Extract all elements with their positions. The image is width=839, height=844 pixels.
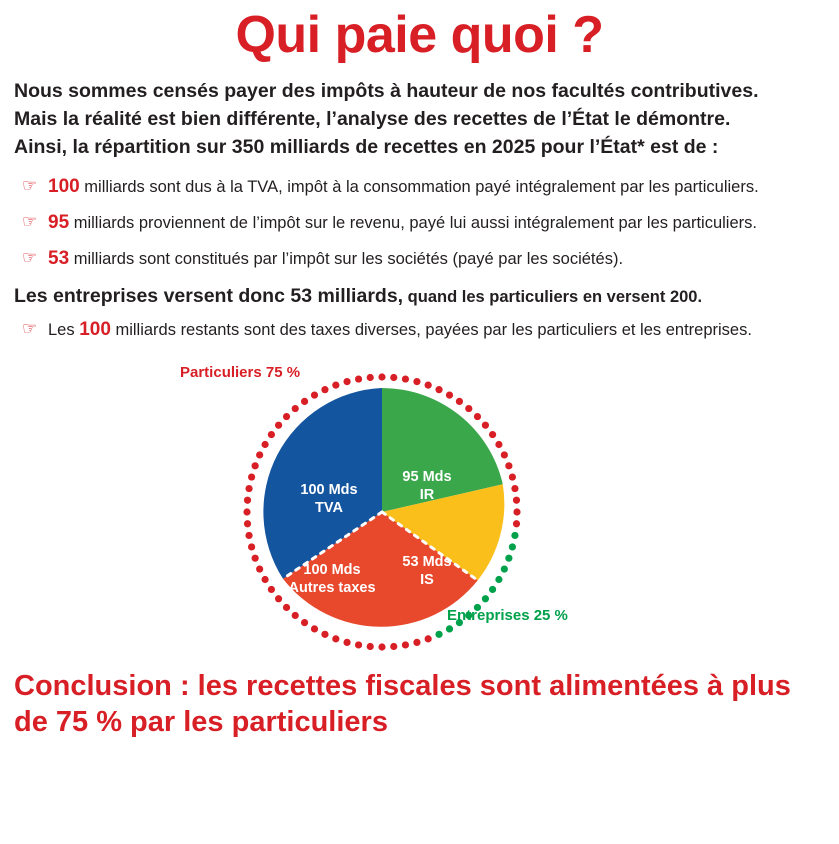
ring-dot-particuliers: [343, 378, 350, 385]
ring-dot-particuliers: [275, 422, 282, 429]
ring-dot-particuliers: [511, 485, 518, 492]
ring-dot-particuliers: [489, 431, 496, 438]
bullet-body: milliards proviennent de l’impôt sur le revenu, payé lui aussi intégralement par les particuliers.: [69, 214, 757, 233]
slice-name-tva: TVA: [315, 499, 343, 516]
ring-dot-particuliers: [332, 635, 339, 642]
bullet-amount: 53: [48, 247, 70, 269]
intro-paragraph: [14, 77, 825, 162]
slice-label-autres: [277, 562, 387, 597]
ring-dot-particuliers: [513, 497, 520, 504]
bullet-body: milliards sont constitués par l’impôt sur les sociétés (payé par les sociétés).: [69, 249, 624, 268]
ring-dot-particuliers: [474, 413, 481, 420]
ring-dot-particuliers: [321, 386, 328, 393]
list-item: [22, 211, 825, 236]
ring-dot-particuliers: [245, 485, 252, 492]
ring-dot-entreprises: [509, 543, 516, 550]
ring-dot-particuliers: [245, 532, 252, 539]
slice-name-is: IS: [420, 571, 434, 588]
ring-dot-particuliers: [268, 431, 275, 438]
slice-name-autres: Autres taxes: [288, 579, 376, 596]
list-item: [22, 175, 825, 200]
slice-label-is: [387, 554, 467, 589]
ring-dot-particuliers: [465, 405, 472, 412]
ring-dot-particuliers: [367, 643, 374, 650]
legend-entreprises: Entreprises 25 %: [447, 607, 568, 625]
ring-dot-particuliers: [513, 520, 520, 527]
slice-amount-is: 53 Mds: [402, 554, 452, 571]
conclusion-text: Conclusion : les recettes fiscales sont alimentées à plus de 75 % par les particuliers: [14, 670, 791, 739]
ring-dot-entreprises: [489, 586, 496, 593]
ring-dot-particuliers: [283, 413, 290, 420]
ring-dot-particuliers: [292, 612, 299, 619]
ring-dot-particuliers: [321, 631, 328, 638]
intro-line-3: Ainsi, la répartition sur 350 milliards de recettes en 2025 pour l’État* est de :: [14, 136, 719, 159]
bullet-amount: 100: [48, 176, 80, 198]
ring-dot-particuliers: [509, 474, 516, 481]
ring-dot-particuliers: [256, 451, 263, 458]
bullet-text: [48, 247, 825, 272]
slice-amount-ir: 95 Mds: [402, 469, 452, 486]
ring-dot-particuliers: [261, 576, 268, 583]
ring-dot-particuliers: [355, 376, 362, 383]
intro-line-1: Nous sommes censés payer des impôts à hauteur de nos facultés contributives.: [14, 79, 759, 102]
ring-dot-particuliers: [244, 497, 251, 504]
ring-dot-particuliers: [425, 382, 432, 389]
ring-dot-entreprises: [501, 566, 508, 573]
ring-dot-particuliers: [482, 422, 489, 429]
ring-dot-entreprises: [495, 576, 502, 583]
ring-dot-particuliers: [256, 566, 263, 573]
ring-dot-particuliers: [402, 376, 409, 383]
ring-dot-particuliers: [283, 604, 290, 611]
ring-dot-particuliers: [252, 555, 259, 562]
ring-dot-particuliers: [311, 625, 318, 632]
legend-particuliers: Particuliers 75 %: [180, 364, 301, 382]
ring-dot-particuliers: [301, 398, 308, 405]
bullet-text: [48, 318, 825, 343]
ring-dot-entreprises: [446, 625, 453, 632]
ring-dot-particuliers: [355, 641, 362, 648]
pointing-hand-icon: ☞: [22, 176, 38, 196]
last-bullet-after: milliards restants sont des taxes diverses, payées par les particuliers et les entreprises.: [110, 321, 752, 340]
ring-dot-particuliers: [243, 509, 250, 516]
pointing-hand-icon: ☞: [22, 212, 38, 232]
ring-dot-entreprises: [511, 532, 518, 539]
ring-dot-particuliers: [378, 644, 385, 651]
ring-dot-entreprises: [435, 631, 442, 638]
slice-name-ir: IR: [419, 486, 435, 503]
ring-dot-particuliers: [261, 441, 268, 448]
ring-dot-particuliers: [292, 405, 299, 412]
bullet-list: [22, 175, 825, 271]
ring-dot-particuliers: [446, 392, 453, 399]
ring-dot-particuliers: [456, 398, 463, 405]
list-item: [22, 247, 825, 272]
ring-dot-particuliers: [268, 586, 275, 593]
ring-dot-particuliers: [505, 462, 512, 469]
slice-label-tva: [284, 482, 374, 517]
ring-dot-particuliers: [311, 392, 318, 399]
bullet-body: milliards sont dus à la TVA, impôt à la consommation payé intégralement par les particuliers.: [79, 178, 759, 197]
ring-dot-particuliers: [248, 543, 255, 550]
emphasis-line: [14, 285, 825, 308]
ring-dot-particuliers: [244, 520, 251, 527]
list-item: [22, 318, 825, 343]
ring-dot-particuliers: [248, 474, 255, 481]
last-bullet-list: [22, 318, 825, 343]
slice-label-ir: [387, 469, 467, 504]
page-title: Qui paie quoi ?: [235, 6, 604, 64]
bullet-amount: 95: [48, 212, 70, 234]
ring-dot-particuliers: [413, 639, 420, 646]
ring-dot-particuliers: [390, 374, 397, 381]
ring-dot-particuliers: [425, 635, 432, 642]
ring-dot-particuliers: [435, 386, 442, 393]
ring-dot-particuliers: [367, 374, 374, 381]
ring-dot-particuliers: [343, 639, 350, 646]
ring-dot-particuliers: [495, 441, 502, 448]
emphasis-rest: quand les particuliers en versent 200.: [403, 288, 703, 307]
pointing-hand-icon: ☞: [22, 247, 38, 267]
ring-dot-particuliers: [301, 619, 308, 626]
pointing-hand-icon: ☞: [22, 319, 38, 339]
pie-chart-block: [180, 364, 568, 646]
ring-dot-particuliers: [501, 451, 508, 458]
ring-dot-particuliers: [413, 378, 420, 385]
last-bullet-before: Les: [48, 321, 80, 340]
ring-dot-particuliers: [332, 382, 339, 389]
bullet-text: [48, 175, 825, 200]
ring-dot-particuliers: [252, 462, 259, 469]
slice-amount-tva: 100 Mds: [300, 482, 358, 499]
pie-chart: [0, 354, 839, 654]
ring-dot-entreprises: [505, 555, 512, 562]
ring-dot-particuliers: [513, 509, 520, 516]
bullet-text: [48, 211, 825, 236]
ring-dot-entreprises: [482, 595, 489, 602]
last-bullet-amount: 100: [79, 319, 111, 341]
ring-dot-particuliers: [378, 374, 385, 381]
slice-amount-autres: 100 Mds: [303, 562, 361, 579]
ring-dot-particuliers: [390, 643, 397, 650]
intro-line-2: Mais la réalité est bien différente, l’analyse des recettes de l’État le démontre.: [14, 107, 731, 130]
ring-dot-particuliers: [402, 641, 409, 648]
emphasis-strong: Les entreprises versent donc 53 milliards,: [14, 285, 404, 308]
